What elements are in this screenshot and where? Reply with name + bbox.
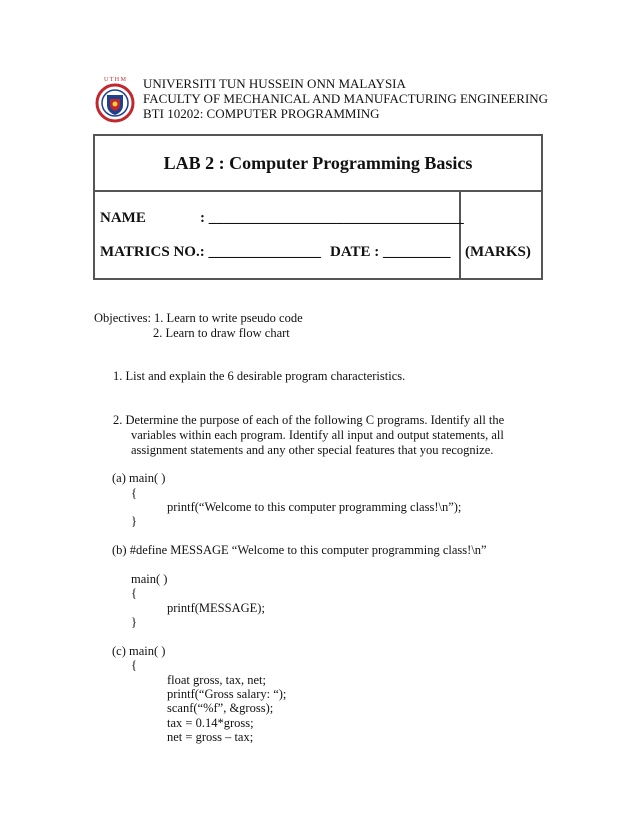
university-name: UNIVERSITI TUN HUSSEIN ONN MALAYSIA <box>143 76 406 91</box>
code-c-open-brace: { <box>131 658 137 672</box>
objective-1: Objectives: 1. Learn to write pseudo code <box>94 311 303 325</box>
question-2-line-1: 2. Determine the purpose of each of the following C programs. Identify all the <box>113 413 505 427</box>
box-divider <box>95 190 541 192</box>
code-c-line-1: float gross, tax, net; <box>167 673 266 687</box>
code-b-line-1: printf(MESSAGE); <box>167 601 265 615</box>
code-c-line-4: tax = 0.14*gross; <box>167 716 254 730</box>
marks-label: (MARKS) <box>465 244 531 260</box>
matrics-label: MATRICS NO.: _______________ <box>100 244 321 260</box>
name-blank: : __________________________________ <box>200 210 464 226</box>
code-c-line-5: net = gross – tax; <box>167 730 254 744</box>
code-c-head: (c) main( ) <box>112 644 166 658</box>
code-a-head: (a) main( ) <box>112 471 166 485</box>
objective-2: 2. Learn to draw flow chart <box>153 326 290 340</box>
code-c-line-3: scanf(“%f”, &gross); <box>167 701 274 715</box>
logo-letters: U T H M <box>104 77 126 83</box>
code-b-open-brace: { <box>131 586 137 600</box>
lab-title: LAB 2 : Computer Programming Basics <box>163 153 473 173</box>
code-c-line-2: printf(“Gross salary: “); <box>167 687 287 701</box>
marks-divider <box>459 190 461 280</box>
question-1: 1. List and explain the 6 desirable program characteristics. <box>113 369 406 383</box>
code-a-close-brace: } <box>131 514 137 528</box>
lab-info-box <box>93 134 543 280</box>
code-b-close-brace: } <box>131 615 137 629</box>
date-label: DATE : _________ <box>330 244 451 260</box>
code-a-open-brace: { <box>131 486 137 500</box>
code-a-line-1: printf(“Welcome to this computer programming class!\n”); <box>167 500 462 514</box>
question-2-line-2: variables within each program. Identify all input and output statements, all <box>131 428 504 442</box>
code-b-head: (b) #define MESSAGE “Welcome to this computer programming class!\n” <box>112 543 487 557</box>
code-b-main: main( ) <box>131 572 168 586</box>
faculty-name: FACULTY OF MECHANICAL AND MANUFACTURING ENGINEERING <box>143 91 549 106</box>
uthm-logo <box>94 72 136 124</box>
name-label: NAME <box>100 210 146 226</box>
course-code: BTI 10202: COMPUTER PROGRAMMING <box>143 106 380 121</box>
question-2-line-3: assignment statements and any other special features that you recognize. <box>131 443 494 457</box>
